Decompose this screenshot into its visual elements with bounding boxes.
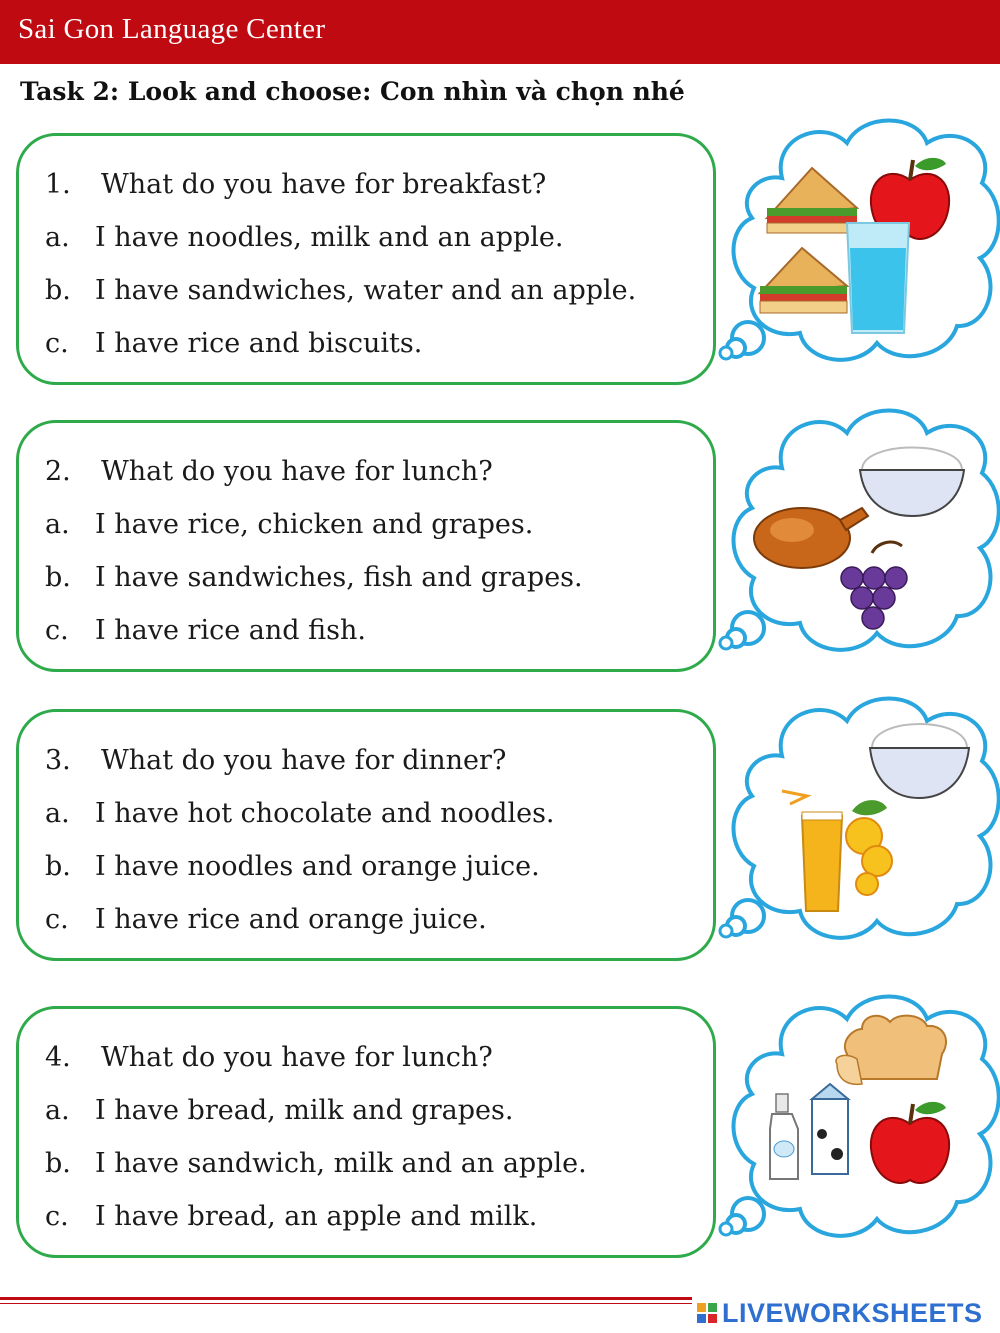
header-bar	[0, 0, 1000, 64]
option-text: I have noodles, milk and an apple.	[95, 222, 564, 253]
option-3b[interactable]	[45, 851, 540, 882]
question-box-2	[16, 420, 716, 672]
liveworksheets-icon	[696, 1302, 718, 1324]
option-4a[interactable]	[45, 1095, 513, 1126]
question-text: What do you have for lunch?	[101, 1042, 493, 1073]
question-box-4	[16, 1006, 716, 1258]
question-1	[45, 169, 546, 200]
brand-name: LIVEWORKSHEETS	[722, 1297, 983, 1328]
option-1b[interactable]	[45, 275, 636, 306]
option-letter: c.	[45, 1201, 69, 1232]
option-letter: b.	[45, 562, 71, 593]
question-3	[45, 745, 506, 776]
option-text: I have sandwiches, water and an apple.	[95, 275, 637, 306]
option-letter: c.	[45, 328, 69, 359]
option-1a[interactable]	[45, 222, 563, 253]
option-letter: a.	[45, 798, 70, 829]
option-letter: a.	[45, 1095, 70, 1126]
option-2b[interactable]	[45, 562, 583, 593]
option-3a[interactable]	[45, 798, 555, 829]
thought-cloud-2	[712, 398, 1000, 668]
thought-cloud-3	[712, 686, 1000, 956]
option-letter: a.	[45, 222, 70, 253]
question-text: What do you have for breakfast?	[101, 169, 547, 200]
option-text: I have rice and orange juice.	[95, 904, 487, 935]
option-letter: b.	[45, 1148, 71, 1179]
question-number: 2.	[45, 456, 71, 487]
option-text: I have noodles and orange juice.	[95, 851, 540, 882]
option-letter: b.	[45, 851, 71, 882]
question-4	[45, 1042, 493, 1073]
question-number: 1.	[45, 169, 71, 200]
question-number: 4.	[45, 1042, 71, 1073]
option-1c[interactable]	[45, 328, 422, 359]
option-letter: b.	[45, 275, 71, 306]
milk-carton-icon	[812, 1084, 848, 1174]
option-letter: c.	[45, 904, 69, 935]
water-glass-icon	[847, 223, 909, 333]
option-2c[interactable]	[45, 615, 366, 646]
option-text: I have bread, milk and grapes.	[95, 1095, 514, 1126]
option-text: I have bread, an apple and milk.	[95, 1201, 538, 1232]
task-title: Task 2: Look and choose: Con nhìn và chọn nhé	[20, 77, 685, 106]
question-text: What do you have for dinner?	[101, 745, 507, 776]
option-text: I have hot chocolate and noodles.	[95, 798, 555, 829]
liveworksheets-logo[interactable]	[692, 1296, 1000, 1330]
option-text: I have rice and biscuits.	[95, 328, 423, 359]
option-3c[interactable]	[45, 904, 487, 935]
question-2	[45, 456, 493, 487]
question-number: 3.	[45, 745, 71, 776]
option-text: I have sandwiches, fish and grapes.	[95, 562, 583, 593]
option-letter: a.	[45, 509, 70, 540]
option-4b[interactable]	[45, 1148, 587, 1179]
option-2a[interactable]	[45, 509, 533, 540]
option-text: I have rice and fish.	[95, 615, 366, 646]
question-text: What do you have for lunch?	[101, 456, 493, 487]
option-4c[interactable]	[45, 1201, 537, 1232]
question-box-3	[16, 709, 716, 961]
thought-cloud-1	[712, 108, 1000, 378]
option-letter: c.	[45, 615, 69, 646]
thought-cloud-4	[712, 984, 1000, 1254]
option-text: I have rice, chicken and grapes.	[95, 509, 534, 540]
option-text: I have sandwich, milk and an apple.	[95, 1148, 587, 1179]
question-box-1	[16, 133, 716, 385]
header-title: Sai Gon Language Center	[18, 13, 326, 45]
